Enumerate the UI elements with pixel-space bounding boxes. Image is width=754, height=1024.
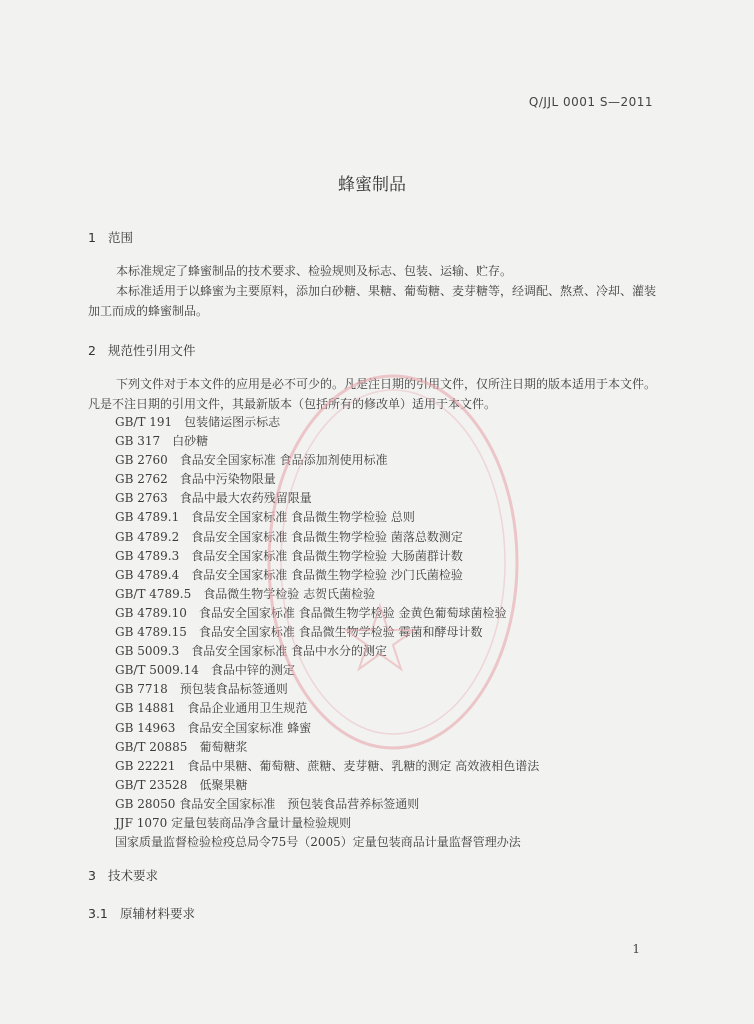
section-title: 范围 [108,230,134,245]
reference-item: GB 14881 食品企业通用卫生规范 [115,701,308,716]
reference-item: GB/T 5009.14 食品中锌的测定 [115,663,295,678]
section-number: 3 [88,868,96,883]
section-title: 原辅材料要求 [120,906,196,921]
section-number: 1 [88,230,96,245]
reference-list [115,413,675,852]
reference-item: GB 5009.3 食品安全国家标准 食品中水分的测定 [115,644,388,659]
reference-item: GB 4789.4 食品安全国家标准 食品微生物学检验 沙门氏菌检验 [115,567,463,582]
section-3-heading [88,866,158,884]
scope-paragraph-2: 本标准适用于以蜂蜜为主要原料，添加白砂糖、果糖、葡萄糖、麦芽糖等，经调配、熬煮、冷却、灌装加工而成的蜂蜜制品。 [88,284,657,318]
section-number: 2 [88,343,96,358]
reference-item: GB 4789.2 食品安全国家标准 食品微生物学检验 菌落总数测定 [115,529,463,544]
reference-item: GB 4789.15 食品安全国家标准 食品微生物学检验 霉菌和酵母计数 [115,625,483,640]
section-title: 技术要求 [108,868,159,883]
reference-item: GB 2760 食品安全国家标准 食品添加剂使用标准 [115,453,388,468]
page-number: 1 [632,942,640,956]
reference-item: GB 14963 食品安全国家标准 蜂蜜 [115,720,312,735]
reference-item: GB/T 23528 低聚果糖 [115,777,248,792]
section-2-heading [88,341,196,359]
reference-item: GB 22221 食品中果糖、葡萄糖、蔗糖、麦芽糖、乳糖的测定 高效液相色谱法 [115,758,540,773]
reference-item: GB 7718 预包装食品标签通则 [115,682,288,697]
references-intro: 下列文件对于本文件的应用是必不可少的。凡是注日期的引用文件，仅所注日期的版本适用于本文件。凡是不注日期的引用文件，其最新版本（包括所有的修改单）适用于本文件。 [88,377,657,411]
standard-number: Q/JJL 0001 S—2011 [528,95,653,109]
reference-item: GB/T 4789.5 食品微生物学检验 志贺氏菌检验 [115,586,376,601]
reference-item: GB 4789.10 食品安全国家标准 食品微生物学检验 金黄色葡萄球菌检验 [115,605,507,620]
reference-item: 国家质量监督检验检疫总局令75号（2005）定量包装商品计量监督管理办法 [115,835,521,850]
section-3-1-heading [88,904,195,922]
document-title: 蜂蜜制品 [338,175,406,195]
reference-item: JJF 1070 定量包装商品净含量计量检验规则 [115,815,352,830]
reference-item: GB 4789.1 食品安全国家标准 食品微生物学检验 总则 [115,510,415,525]
reference-item: GB/T 20885 葡萄糖浆 [115,739,248,754]
reference-item: GB 317 白砂糖 [115,434,209,449]
scope-paragraph-1: 本标准规定了蜂蜜制品的技术要求、检验规则及标志、包装、运输、贮存。 [116,264,513,278]
reference-item: GB 28050 食品安全国家标准 预包装食品营养标签通则 [115,796,420,811]
reference-item: GB 2762 食品中污染物限量 [115,472,276,487]
section-title: 规范性引用文件 [108,343,196,358]
section-number: 3.1 [88,906,108,921]
section-1-heading [88,228,133,246]
reference-item: GB 4789.3 食品安全国家标准 食品微生物学检验 大肠菌群计数 [115,548,463,563]
reference-item: GB/T 191 包装储运图示标志 [115,415,281,429]
reference-item: GB 2763 食品中最大农药残留限量 [115,491,312,506]
